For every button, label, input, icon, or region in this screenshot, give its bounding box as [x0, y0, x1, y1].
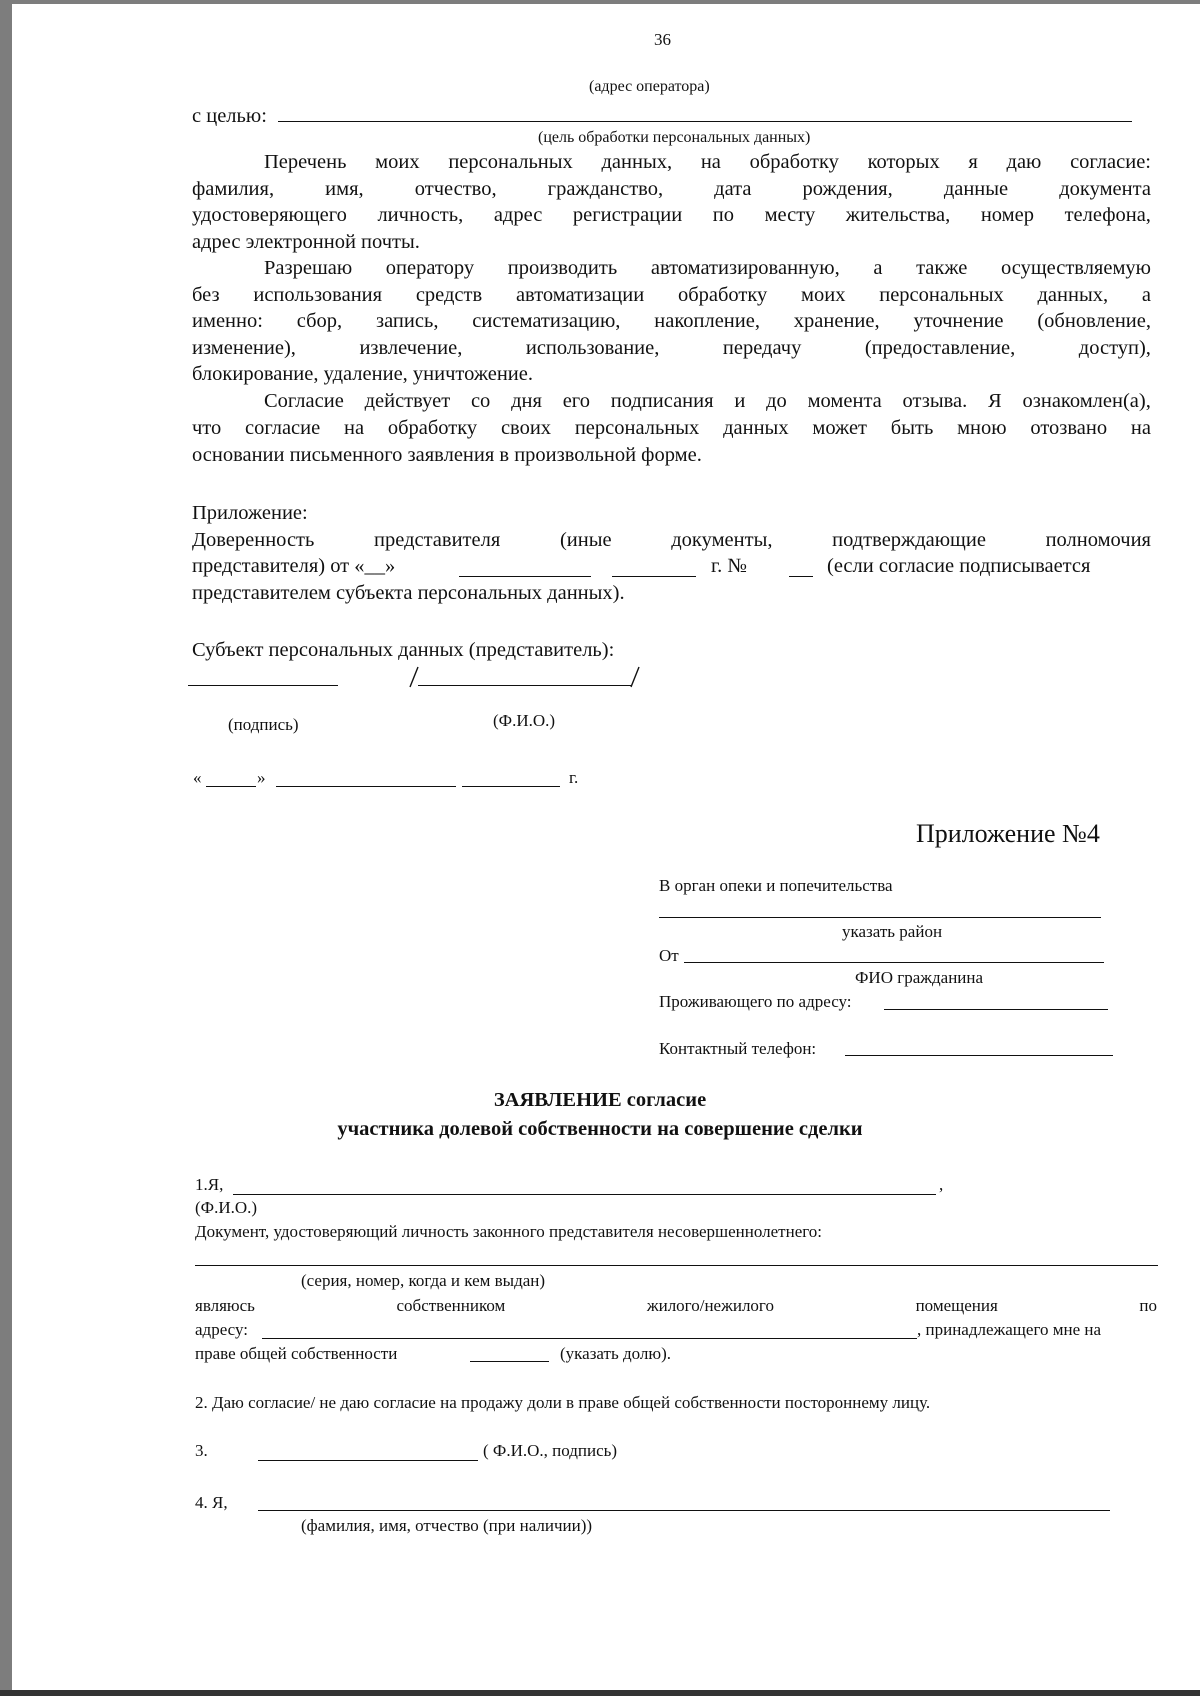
- statement-title-line2: участника долевой собственности на совершение сделки: [337, 1118, 863, 1140]
- attachment-line3: представителем субъекта персональных данных).: [192, 582, 625, 604]
- item4-hint: (фамилия, имя, отчество (при наличии)): [301, 1516, 593, 1535]
- consent-p1-line1: Перечень моих персональных данных, на обработку которых я даю согласие:: [264, 151, 1151, 173]
- date-day-field[interactable]: [206, 786, 256, 787]
- appendix4-to: В орган опеки и попечительства: [659, 876, 893, 895]
- scan-bottom-edge: [0, 1690, 1200, 1696]
- item1-comma: ,: [939, 1175, 944, 1194]
- attachment-line2-number: г. №: [711, 555, 747, 577]
- phone-label: Контактный телефон:: [659, 1039, 817, 1058]
- attachment-number-field[interactable]: [789, 576, 813, 577]
- item3-field[interactable]: [258, 1460, 478, 1461]
- consent-p3-line2: что согласие на обработку своих персональных данных может быть мною отозвано на: [192, 417, 1151, 439]
- doc-label: Документ, удостоверяющий личность законного представителя несовершеннолетнего:: [195, 1222, 823, 1241]
- consent-p1-line4: адрес электронной почты.: [192, 231, 420, 253]
- consent-p1-line2: фамилия, имя, отчество, гражданство, дата рождения, данные документа: [192, 178, 1151, 200]
- appendix4-title: Приложение №4: [916, 819, 1100, 848]
- consent-p2-line3: именно: сбор, запись, систематизацию, накопление, хранение, уточнение (обновление,: [192, 310, 1151, 332]
- purpose-field[interactable]: [278, 121, 1132, 122]
- date-month-field[interactable]: [276, 786, 456, 787]
- statement-title-line1: ЗАЯВЛЕНИЕ согласие: [493, 1089, 707, 1111]
- owner-address-tail: , принадлежащего мне на: [917, 1320, 1102, 1339]
- attachment-line2-end: (если согласие подписывается: [827, 555, 1091, 577]
- fio-field[interactable]: [418, 685, 632, 686]
- consent-p2-line4: изменение), извлечение, использование, передачу (предоставление, доступ),: [192, 337, 1151, 359]
- operator-address-hint: (адрес оператора): [589, 78, 710, 95]
- consent-p2-line5: блокирование, удаление, уничтожение.: [192, 363, 534, 385]
- share-field[interactable]: [470, 1361, 549, 1362]
- attachment-line2-start: представителя) от «__»: [192, 555, 396, 577]
- signature-field[interactable]: [188, 685, 338, 686]
- item1-fio-hint: (Ф.И.О.): [195, 1198, 258, 1217]
- attachment-heading: Приложение:: [192, 502, 308, 524]
- date-year-field[interactable]: [462, 786, 560, 787]
- share-prefix: праве общей собственности: [195, 1344, 398, 1363]
- address-label: Проживающего по адресу:: [659, 992, 852, 1011]
- consent-p3-line1: Согласие действует со дня его подписания и до момента отзыва. Я ознакомлен(а),: [264, 390, 1151, 412]
- phone-field[interactable]: [845, 1055, 1113, 1056]
- item3-label: 3.: [195, 1441, 208, 1460]
- item2-text: 2. Даю согласие/ не даю согласие на продажу доли в праве общей собственности постороннему лицу.: [195, 1393, 931, 1412]
- fio-hint: (Ф.И.О.): [493, 711, 556, 730]
- from-field[interactable]: [684, 962, 1104, 963]
- consent-p3-line3: основании письменного заявления в произвольной форме.: [192, 444, 702, 466]
- date-open-quote: «: [193, 768, 202, 787]
- item4-field[interactable]: [258, 1510, 1110, 1511]
- signature-hint: (подпись): [228, 715, 299, 734]
- page-number: 36: [654, 30, 671, 49]
- item4-label: 4. Я,: [195, 1493, 228, 1512]
- citizen-fio-hint: ФИО гражданина: [855, 968, 984, 987]
- year-suffix: г.: [569, 768, 579, 787]
- item1-label: 1.Я,: [195, 1175, 224, 1194]
- district-hint: указать район: [842, 922, 943, 941]
- item1-name-field[interactable]: [233, 1194, 936, 1195]
- owner-line: являюсь собственником жилого/нежилого помещения по: [195, 1296, 1157, 1315]
- item3-hint: ( Ф.И.О., подпись): [483, 1441, 618, 1460]
- from-label: От: [659, 946, 679, 965]
- purpose-label: с целью:: [192, 105, 267, 127]
- date-close-quote: »: [257, 768, 266, 787]
- slash-right-icon: [629, 665, 641, 689]
- doc-field[interactable]: [195, 1265, 1158, 1266]
- doc-hint: (серия, номер, когда и кем выдан): [301, 1271, 546, 1290]
- attachment-month-field[interactable]: [459, 576, 591, 577]
- document-page: [12, 4, 1200, 1696]
- district-field[interactable]: [659, 917, 1101, 918]
- share-suffix: (указать долю).: [560, 1344, 671, 1363]
- attachment-line1: Доверенность представителя (иные документы, подтверждающие полномочия: [192, 529, 1151, 551]
- subject-label: Субъект персональных данных (представитель):: [192, 639, 615, 661]
- owner-address-label: адресу:: [195, 1320, 248, 1339]
- consent-p2-line2: без использования средств автоматизации обработку моих персональных данных, а: [192, 284, 1151, 306]
- address-field[interactable]: [884, 1009, 1108, 1010]
- consent-p1-line3: удостоверяющего личность, адрес регистрации по месту жительства, номер телефона,: [192, 204, 1151, 226]
- owner-address-field[interactable]: [262, 1338, 917, 1339]
- attachment-year-field[interactable]: [612, 576, 696, 577]
- purpose-hint: (цель обработки персональных данных): [538, 129, 811, 146]
- consent-p2-line1: Разрешаю оператору производить автоматизированную, а также осуществляемую: [264, 257, 1151, 279]
